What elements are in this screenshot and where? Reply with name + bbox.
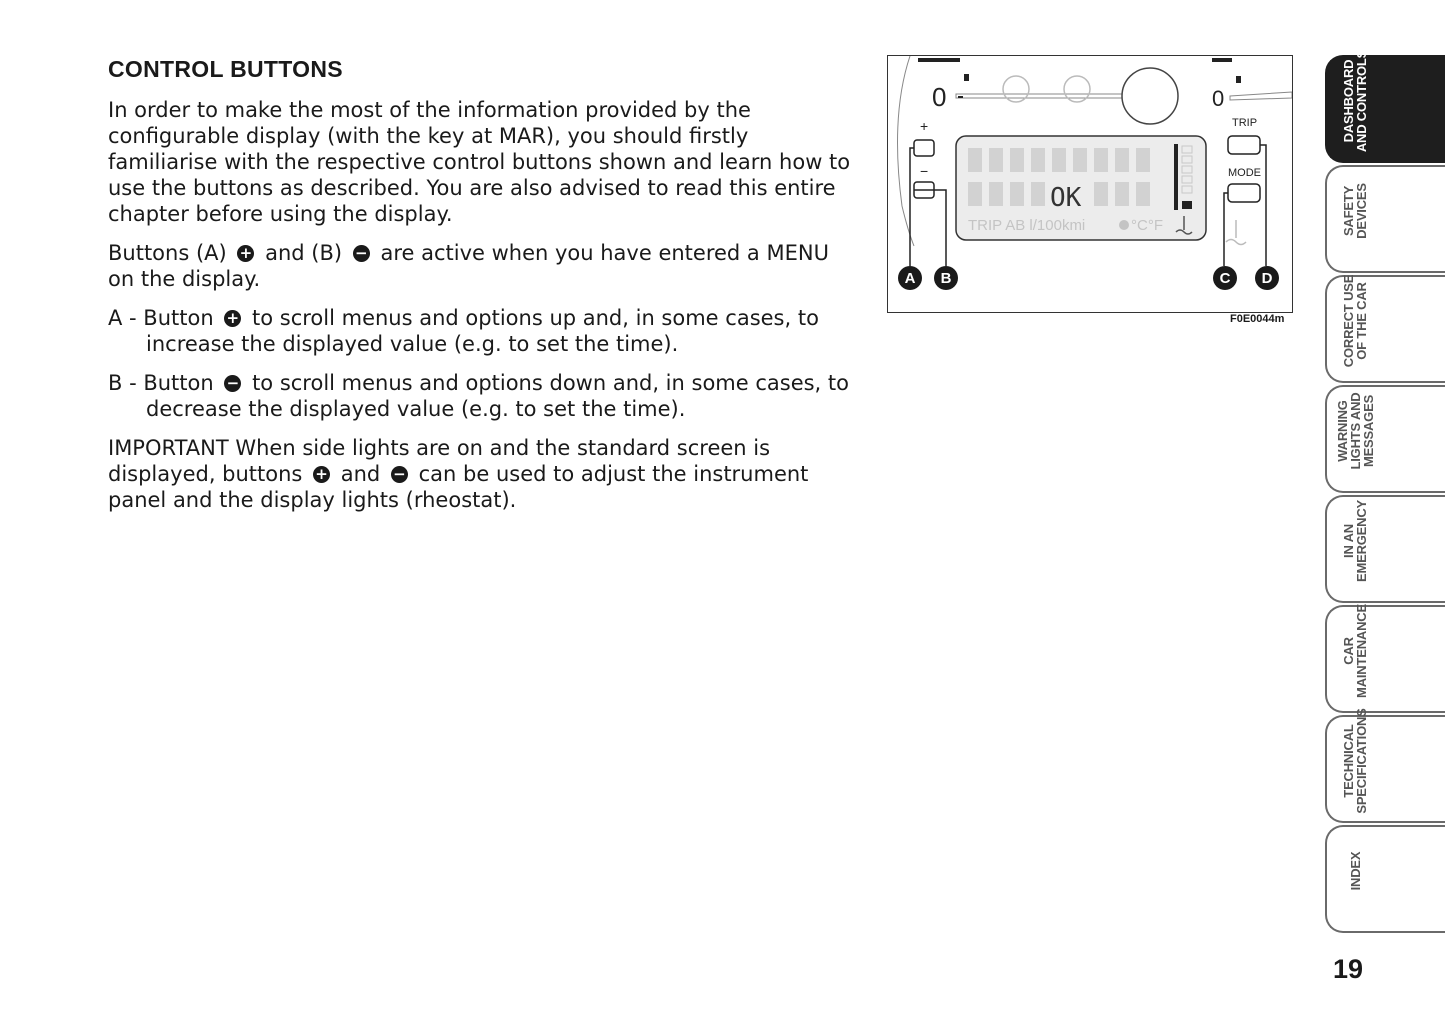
chapter-tab-label-line: INDEX (1347, 851, 1363, 891)
chapter-tab-label (1339, 817, 1371, 925)
chapter-tab-label-line: DEVICES (1354, 183, 1369, 239)
chapter-tab-label (1339, 487, 1371, 595)
chapter-tab-label (1339, 47, 1371, 155)
chapter-tab-correct-use-of-the-car[interactable] (1325, 275, 1445, 383)
right-gauge-zero: 0 (1212, 86, 1225, 111)
trip-label: TRIP (1232, 117, 1258, 129)
intro-paragraph: In order to make the most of the information provided by the configurable display (with the key at MAR), you should firstly familiarise with the respective control buttons shown and learn how to use the buttons as described. You are also advised to read this entire chapter before using the display. (108, 98, 851, 226)
item-button-b: B - Button − to scroll menus and options down and, in some cases, to decrease the displayed value (e.g. to set the time). (108, 371, 849, 421)
chapter-tab-index[interactable] (1325, 825, 1445, 933)
gauge-needle-base (958, 96, 963, 98)
gauge-arc (898, 56, 915, 246)
chapter-tab-label-line: SAFETY (1341, 185, 1356, 237)
chapter-tab-label-line: CORRECT USE (1341, 274, 1356, 368)
button-c-trip (1228, 136, 1260, 154)
lcd-snowflake-icon (1119, 220, 1129, 230)
bar-gauge-level (1182, 201, 1192, 209)
chapter-tab-label (1339, 597, 1371, 705)
button-a (914, 140, 934, 156)
plus-button-icon: + (237, 245, 254, 262)
chapter-tab-label-line: MAINTENANCE (1354, 604, 1369, 698)
right-gauge-needle (1230, 92, 1292, 100)
chapter-tab-label (1339, 157, 1371, 265)
mode-label: MODE (1228, 167, 1261, 179)
minus-button-icon: − (391, 466, 408, 483)
chapter-tab-in-an-emergency[interactable] (1325, 495, 1445, 603)
instrument-panel-figure (887, 55, 1293, 313)
page-number: 19 (1333, 954, 1364, 984)
chapter-tab-label-line: DASHBOARD (1341, 59, 1356, 143)
gauge-tick (964, 74, 969, 81)
chapter-tab-label (1334, 377, 1376, 485)
chapter-tab-label-line: AND CONTROLS (1354, 49, 1369, 153)
chapter-tab-label-line: SPECIFICATIONS (1354, 708, 1369, 814)
chapter-tab-label-line: IN AN (1341, 524, 1356, 558)
lcd-trip-text: TRIP AB l/100kmi (968, 217, 1086, 234)
item-button-a: A - Button + to scroll menus and options up and, in some cases, to increase the displayed value (e.g. to set the time). (108, 306, 819, 356)
chapter-tab-label-line: MESSAGES (1360, 394, 1376, 468)
left-gauge-zero: 0 (932, 82, 947, 112)
lcd-unit-text: °C°F (1131, 217, 1163, 234)
section-heading: CONTROL BUTTONS (108, 56, 343, 82)
chapter-tab-label-line: TECHNICAL (1341, 724, 1356, 798)
callout-c: C (1219, 270, 1231, 287)
plus-button-icon: + (313, 466, 330, 483)
gauge-needle (956, 94, 1126, 98)
minus-button-icon: − (224, 375, 241, 392)
callout-d: D (1261, 270, 1273, 287)
bar-gauge-line (1174, 144, 1178, 210)
minus-button-icon: − (353, 245, 370, 262)
chapter-tab-safety-devices[interactable] (1325, 165, 1445, 273)
chapter-tab-label (1339, 707, 1371, 815)
chapter-tab-warning-lights-and-messages[interactable] (1325, 385, 1445, 493)
callout-a: A (904, 270, 916, 287)
chapter-tab-label-line: EMERGENCY (1354, 500, 1369, 582)
figure-code: F0E0044m (1230, 313, 1285, 325)
plus-button-icon: + (224, 310, 241, 327)
lcd-segments-top (968, 148, 1150, 172)
right-gauge-tick (1236, 76, 1241, 83)
chapter-tab-label (1339, 267, 1371, 375)
chapter-tab-label-line: WARNING (1334, 400, 1350, 462)
chapter-tab-label-line: LIGHTS AND (1347, 392, 1363, 470)
callout-b: B (940, 270, 952, 287)
gauge-marker (918, 58, 960, 62)
chapter-tab-label-line: CAR (1341, 637, 1356, 665)
important-paragraph: IMPORTANT When side lights are on and the standard screen is displayed, buttons + and − can be used to adjust the instrument panel and the display lights (rheostat). (108, 436, 809, 512)
lcd-message: OK (1050, 183, 1082, 213)
minus-label: − (920, 163, 929, 179)
buttons-paragraph: Buttons (A) + and (B) − are active when you have entered a MENU on the display. (108, 241, 829, 291)
plus-label: + (920, 118, 929, 134)
chapter-tab-label-line: OF THE CAR (1354, 282, 1369, 360)
button-d-mode (1228, 184, 1260, 202)
main-content (108, 56, 853, 526)
right-gauge-marker (1212, 58, 1232, 62)
coolant-temperature-icon (1226, 220, 1246, 245)
chapter-tab-dashboard-and-controls[interactable] (1325, 49, 1445, 163)
chapter-tab-car-maintenance[interactable] (1325, 605, 1445, 713)
gauge-hub (1122, 68, 1178, 124)
chapter-tab-technical-specifications[interactable] (1325, 708, 1445, 823)
instrument-panel-illustration (888, 56, 1292, 312)
